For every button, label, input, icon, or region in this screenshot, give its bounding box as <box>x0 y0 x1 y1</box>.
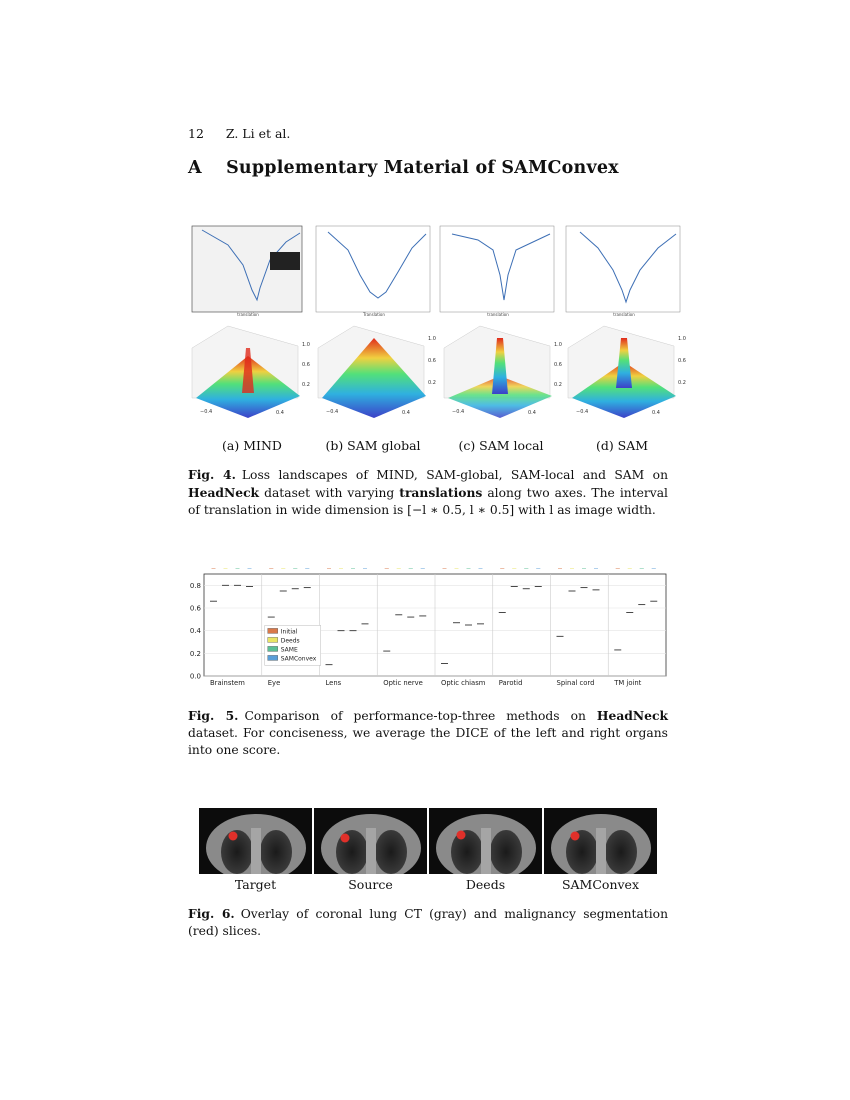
tumor-marker <box>457 831 466 840</box>
x-tick-label: Eye <box>267 679 281 687</box>
fig4-surface-plots <box>188 318 688 436</box>
fig6-caption-text: Overlay of coronal lung CT (gray) and malignancy segmentation (red) slices. <box>188 907 668 938</box>
svg-text:1.0: 1.0 <box>428 336 436 342</box>
legend-swatch <box>268 655 278 660</box>
caption-emph: translations <box>399 485 483 500</box>
x-tick-label: TM joint <box>614 679 642 687</box>
page-number: 12 <box>188 126 204 141</box>
plot-mind-2d <box>192 226 302 317</box>
y-tick-label: 0.0 <box>189 672 201 681</box>
running-header <box>188 126 290 141</box>
svg-text:0.4: 0.4 <box>276 410 284 416</box>
fig6-ct-panels <box>199 808 657 874</box>
x-tick-label: Lens <box>325 679 342 687</box>
svg-text:−0.4: −0.4 <box>452 409 465 415</box>
fig6-caption <box>188 905 668 940</box>
y-tick-label: 0.6 <box>189 604 201 613</box>
y-tick-label: 0.4 <box>189 627 201 636</box>
caption-emph: HeadNeck <box>596 708 668 723</box>
svg-text:translation: translation <box>487 312 509 317</box>
legend-swatch <box>268 628 278 633</box>
surface-sam-local <box>444 326 562 418</box>
ct-panel-target <box>199 808 312 874</box>
section-number: A <box>188 158 202 178</box>
svg-text:0.6: 0.6 <box>554 362 562 368</box>
svg-text:1.0: 1.0 <box>302 342 310 348</box>
tumor-marker <box>571 832 580 841</box>
x-tick-label: Brainstem <box>210 679 245 687</box>
svg-text:Translation: Translation <box>363 312 385 317</box>
svg-text:−0.4: −0.4 <box>200 409 213 415</box>
fig4-caption-label: Fig. 4. <box>188 467 236 482</box>
fig4-caption <box>188 466 668 519</box>
fig6-caption-label: Fig. 6. <box>188 906 235 921</box>
svg-text:0.2: 0.2 <box>554 382 562 388</box>
fig6-label-target: Target <box>234 877 277 892</box>
plot-sam-global-2d <box>316 226 430 317</box>
fig6-label-deeds: Deeds <box>465 877 506 892</box>
caption-text: Comparison of performance-top-three methods on <box>244 709 597 723</box>
svg-text:0.6: 0.6 <box>428 358 436 364</box>
svg-text:−0.4: −0.4 <box>326 409 339 415</box>
x-tick-label: Parotid <box>498 679 523 687</box>
fig4-sublabel-d: (d) SAM <box>595 438 649 453</box>
caption-text: dataset. For conciseness, we average the DICE of the left and right organs into one score. <box>188 726 668 757</box>
fig4-sublabel-b: (b) SAM global <box>325 438 421 453</box>
running-authors: Z. Li et al. <box>225 126 291 141</box>
ct-panel-samconvex <box>544 808 657 874</box>
surface-sam <box>568 326 686 418</box>
fig4-sublabel-a: (a) MIND <box>222 438 282 453</box>
section-title <box>188 158 619 178</box>
svg-text:0.2: 0.2 <box>302 382 310 388</box>
tumor-marker <box>229 832 238 841</box>
ct-panel-deeds <box>429 808 542 874</box>
legend-swatch <box>268 646 278 651</box>
ct-panel-source <box>314 808 427 874</box>
fig5-box-plot <box>186 568 672 690</box>
plot-sam-2d <box>566 226 680 317</box>
caption-text: Loss landscapes of MIND, SAM-global, SAM-local and SAM on <box>241 468 668 482</box>
plot-sam-local-2d <box>440 226 554 317</box>
svg-text:translation: translation <box>613 312 635 317</box>
tumor-marker <box>341 834 350 843</box>
caption-emph: HeadNeck <box>188 485 260 500</box>
x-tick-label: Optic chiasm <box>441 679 486 687</box>
fig6-label-samconvex: SAMConvex <box>561 877 640 892</box>
y-tick-label: 0.8 <box>189 581 201 590</box>
svg-text:−0.4: −0.4 <box>576 409 589 415</box>
x-tick-label: Spinal cord <box>556 679 595 687</box>
svg-text:1.0: 1.0 <box>678 336 686 342</box>
caption-text: along two axes. The interval of translation in wide dimension is [−l ∗ 0.5, l ∗ 0.5] with l as image width. <box>188 486 668 517</box>
svg-text:0.4: 0.4 <box>528 410 536 416</box>
caption-text: dataset with varying <box>259 486 400 500</box>
svg-text:0.6: 0.6 <box>678 358 686 364</box>
fig5-caption-label: Fig. 5. <box>188 708 239 723</box>
svg-text:0.6: 0.6 <box>302 362 310 368</box>
legend-swatch <box>268 637 278 642</box>
surface-sam-global <box>318 326 436 418</box>
surface-mind <box>192 326 310 418</box>
legend-label: SAMConvex <box>280 655 317 663</box>
fig5-caption <box>188 707 668 759</box>
svg-text:0.2: 0.2 <box>428 380 436 386</box>
y-tick-label: 0.2 <box>189 649 201 658</box>
legend-label: Initial <box>280 628 298 636</box>
legend-label: SAME <box>280 646 298 654</box>
svg-text:0.2: 0.2 <box>678 380 686 386</box>
fig4-sublabel-c: (c) SAM local <box>458 438 544 453</box>
svg-text:translation: translation <box>237 312 259 317</box>
section-title-text: Supplementary Material of SAMConvex <box>226 158 619 178</box>
svg-text:0.4: 0.4 <box>652 410 660 416</box>
fig6-label-source: Source <box>348 877 393 892</box>
fig4-line-plots <box>188 220 688 318</box>
svg-text:1.0: 1.0 <box>554 342 562 348</box>
svg-text:0.4: 0.4 <box>402 410 410 416</box>
x-tick-label: Optic nerve <box>383 679 423 687</box>
legend-label: Deeds <box>280 637 300 645</box>
